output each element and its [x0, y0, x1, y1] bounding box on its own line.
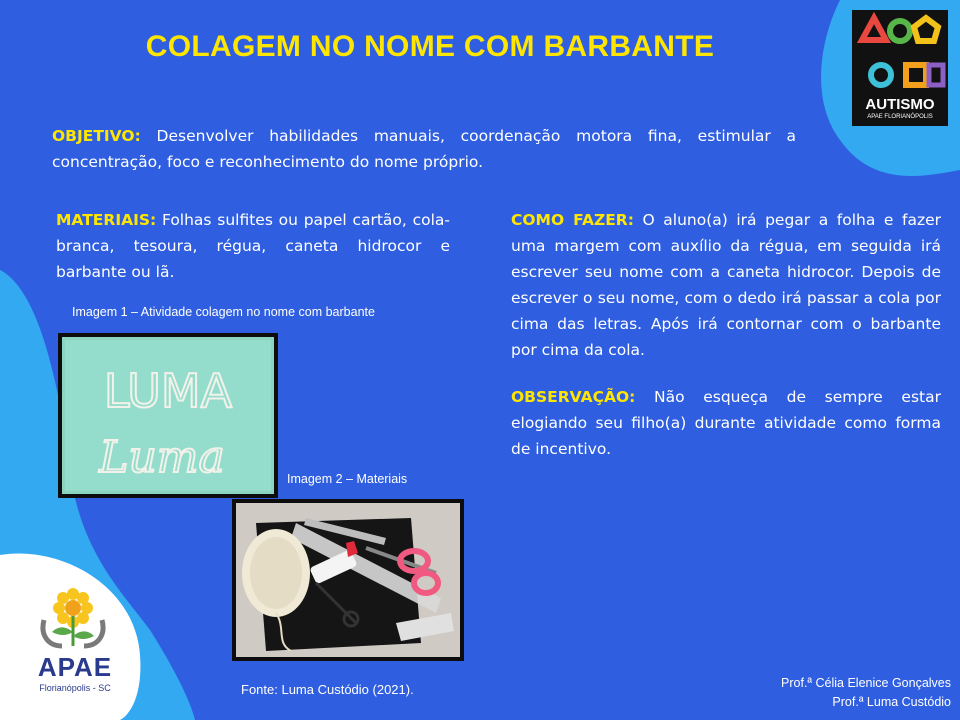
observacao-label: OBSERVAÇÃO: — [511, 388, 636, 406]
page-title: COLAGEM NO NOME COM BARBANTE — [145, 30, 715, 63]
como-fazer-text: O aluno(a) irá pegar a folha e fazer uma margem com auxílio da régua, em seguida irá escrever seu nome com a caneta hidrocor. Depois de escrever o seu nome, com o dedo irá passar a cola por cima das letras. Após irá contornar com o barbante por cima da cola. — [511, 211, 941, 359]
credits — [781, 674, 951, 712]
luma-name-collage-image — [62, 337, 274, 494]
image1-photo — [58, 333, 278, 498]
image1-caption: Imagem 1 – Atividade colagem no nome com barbante — [72, 305, 375, 319]
como-fazer-label: COMO FAZER: — [511, 211, 634, 229]
materiais-paragraph — [56, 207, 450, 285]
credit-line-1: Prof.ª Célia Elenice Gonçalves — [781, 676, 951, 690]
materials-image — [236, 503, 460, 657]
objetivo-paragraph — [52, 123, 796, 175]
materiais-text: Folhas sulfites ou papel cartão, cola-branca, tesoura, régua, caneta hidrocor e barbante ou lã. — [56, 211, 450, 281]
objetivo-label: OBJETIVO: — [52, 127, 141, 145]
apae-flower-icon — [38, 580, 108, 650]
autismo-logo — [852, 10, 948, 126]
image2-photo — [232, 499, 464, 661]
como-fazer-paragraph — [511, 207, 941, 363]
observacao-text: Não esqueça de sempre estar elogiando seu filho(a) durante atividade como forma de incentivo. — [511, 388, 941, 458]
objetivo-text: Desenvolver habilidades manuais, coordenação motora fina, estimular a concentração, foco e reconhecimento do nome próprio. — [52, 127, 796, 171]
word-top-text: LUMA — [103, 364, 233, 418]
apae-logo-name: APAE — [37, 652, 113, 682]
word-bottom-text: Luma — [99, 432, 225, 483]
source-text: Fonte: Luma Custódio (2021). — [241, 682, 414, 697]
materiais-label: MATERIAIS: — [56, 211, 157, 229]
autismo-logo-sub: APAE FLORIANÓPOLIS — [867, 114, 933, 120]
autismo-logo-name: AUTISMO — [865, 96, 935, 113]
observacao-paragraph — [511, 384, 941, 462]
apae-logo-city: Florianópolis - SC — [39, 683, 111, 693]
image2-caption: Imagem 2 – Materiais — [287, 472, 408, 486]
autismo-shapes-icon — [852, 10, 948, 96]
credit-line-2: Prof.ª Luma Custódio — [832, 695, 951, 709]
